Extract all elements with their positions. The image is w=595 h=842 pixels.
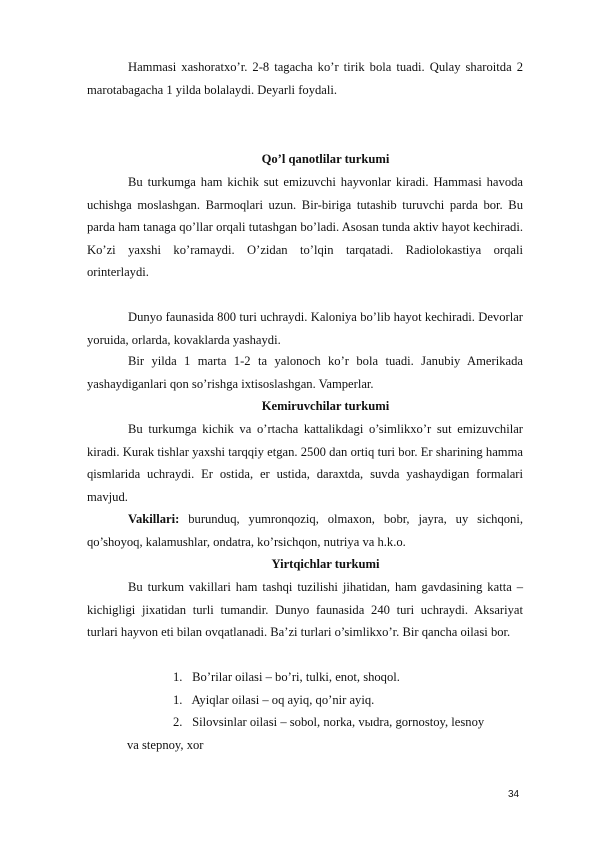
paragraph-bats-description: Bu turkumga ham kichik sut emizuvchi hayvonlar kiradi. Hammasi havoda uchishga moslashgan. Barmoqlari uzun. Bir-biriga tutashib turuvchi parda bor. Bu parda ham tanaga qo’llar orqali tutashgan bo’ladi. Asosan tunda aktiv hayot kechiradi. Ko’zi yaxshi ko’ramaydi. O’zidan to’lqin tarqatadi. Radiolokastiya orqali orinterlaydi.	[87, 175, 523, 279]
list-text: Ayiqlar oilasi – oq ayiq, qo’nir ayiq.	[191, 693, 375, 707]
list-number: 2.	[173, 715, 183, 729]
paragraph-bats-reproduction: Bir yilda 1 marta 1-2 ta yalonoch ko’r bola tuadi. Janubiy Amerikada yashaydiganlari qon so’rishga ixtisoslashgan. Vamperlar.	[87, 354, 523, 391]
paragraph-carnivores-description: Bu turkum vakillari ham tashqi tuzilishi jihatidan, ham gavdasining katta – kichigligi jixatidan turli tumandir. Dunyo faunasida 240 turi uchraydi. Aksariyat turlari hayvon eti bilan ovqatlanadi. Ba’zi turlari o’simlikxo’r. Bir qancha oilasi bor.	[87, 580, 523, 639]
page-number: 34	[508, 789, 520, 800]
paragraph-bats-fauna: Dunyo faunasida 800 turi uchraydi. Kaloniya bo’lib hayot kechiradi. Devorlar yoruida, orlarda, kovaklarda yashaydi.	[87, 310, 523, 347]
list-item	[173, 689, 523, 712]
heading-kemiruvchilar: Kemiruvchilar turkumi	[261, 399, 390, 413]
list-item	[173, 666, 523, 689]
members-label: Vakillari:	[128, 512, 180, 526]
paragraph-intro: Hammasi xashoratxo’r. 2-8 tagacha ko’r tirik bola tuadi. Qulay sharoitda 2 marotabagacha 1 yilda bolalaydi. Deyarli foydali.	[87, 60, 523, 97]
heading-qol-qanotlilar: Qo’l qanotlilar turkumi	[261, 152, 390, 166]
heading-yirtqichlar: Yirtqichlar turkumi	[271, 557, 380, 571]
list-text: Bo’rilar oilasi – bo’ri, tulki, enot, shoqol.	[192, 670, 400, 684]
list-item-continuation: va stepnoy, xor	[127, 738, 204, 752]
list-item	[173, 711, 523, 734]
paragraph-rodents-members	[87, 508, 523, 553]
list-number: 1.	[173, 693, 183, 707]
members-text: burunduq, yumronqoziq, olmaxon, bobr, jayra, uy sichqoni, qo’shoyoq, kalamushlar, ondatra, ko’rsichqon, nutriya va h.k.o.	[87, 512, 523, 549]
list-number: 1.	[173, 670, 183, 684]
paragraph-rodents-description: Bu turkumga kichik va o’rtacha kattalikdagi o’simlikxo’r sut emizuvchilar kiradi. Kurak tishlar yaxshi tarqqiy etgan. 2500 dan ortiq turi bor. Er sharining hamma qismlarida uchraydi. Er ostida, er ustida, daraxtda, suvda yashaydigan formalari mavjud.	[87, 422, 523, 504]
list-text: Silovsinlar oilasi – sobol, norka, vыdra, gornostoy, lesnoy	[192, 715, 485, 729]
